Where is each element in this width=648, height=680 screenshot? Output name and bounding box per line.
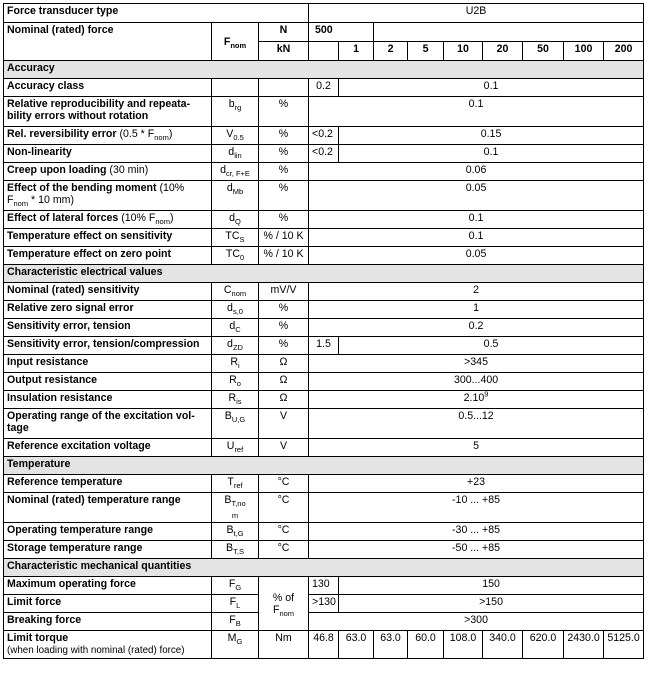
- row-label: Nominal (rated) sensitivity: [4, 283, 212, 301]
- row-label: Non-linearity: [4, 145, 212, 163]
- row-symbol: $U_{ref}$: [212, 439, 259, 457]
- row-label: Creep upon loading (30 min): [4, 163, 212, 181]
- row-unit: %: [259, 127, 309, 145]
- row-symbol: $d_{cr, F+E}$: [212, 163, 259, 181]
- table-row: [4, 211, 644, 229]
- cell-value: <0.2: [309, 127, 339, 145]
- row-label: Temperature effect on zero point: [4, 247, 212, 265]
- table-row: [4, 247, 644, 265]
- row-unit: V: [259, 409, 309, 439]
- cell-value: 1: [309, 301, 644, 319]
- row-unit: V: [259, 439, 309, 457]
- table-row: [4, 613, 644, 631]
- row-label: Output resistance: [4, 373, 212, 391]
- row-label: Relative zero signal error: [4, 301, 212, 319]
- row-symbol: $F_G$: [212, 577, 259, 595]
- row-label: Nominal (rated) temperature range: [4, 493, 212, 523]
- row-symbol: $B_{U,G}$: [212, 409, 259, 439]
- row-label: Reference excitation voltage: [4, 439, 212, 457]
- row-symbol: $TC_0$: [212, 247, 259, 265]
- section-header: [4, 559, 644, 577]
- cell-value: 0.1: [309, 229, 644, 247]
- cell-value: 63.0: [374, 631, 408, 659]
- row-symbol: $R_i$: [212, 355, 259, 373]
- row-symbol: $F_L$: [212, 595, 259, 613]
- cell-value: <0.2: [309, 145, 339, 163]
- cell-value: 5: [309, 439, 644, 457]
- type-label: Force transducer type: [4, 4, 309, 23]
- row-unit: % / 10 K: [259, 229, 309, 247]
- row-symbol: $d_{ZD}$: [212, 337, 259, 355]
- section-mechanical: Characteristic mechanical quantities: [4, 559, 644, 577]
- section-header: [4, 61, 644, 79]
- cell-value: 0.15: [339, 127, 644, 145]
- table-row: [4, 4, 644, 23]
- cell-value: -30 ... +85: [309, 523, 644, 541]
- row-unit: °C: [259, 523, 309, 541]
- cell-value: 5125.0: [604, 631, 644, 659]
- section-temperature: Temperature: [4, 457, 644, 475]
- row-unit: % of $F_{nom}$: [259, 577, 309, 631]
- row-unit: Ω: [259, 355, 309, 373]
- table-row: [4, 577, 644, 595]
- row-symbol: $C_{nom}$: [212, 283, 259, 301]
- section-header: [4, 265, 644, 283]
- row-unit: °C: [259, 541, 309, 559]
- row-unit: %: [259, 211, 309, 229]
- row-unit: Ω: [259, 391, 309, 409]
- row-label: Temperature effect on sensitivity: [4, 229, 212, 247]
- table-row: [4, 409, 644, 439]
- row-symbol: $F_B$: [212, 613, 259, 631]
- fnom-symbol: $F_{nom}$: [212, 23, 259, 61]
- row-symbol: $R_{is}$: [212, 391, 259, 409]
- row-unit: % / 10 K: [259, 247, 309, 265]
- table-row: [4, 373, 644, 391]
- row-symbol: $R_o$: [212, 373, 259, 391]
- table-row: [4, 23, 644, 42]
- row-label: Limit force: [4, 595, 212, 613]
- table-row: [4, 79, 644, 97]
- row-unit: Ω: [259, 373, 309, 391]
- value-kn: 1: [339, 42, 374, 61]
- row-unit: %: [259, 181, 309, 211]
- cell-value: 300...400: [309, 373, 644, 391]
- row-symbol: $V_{0.5}$: [212, 127, 259, 145]
- row-label: Breaking force: [4, 613, 212, 631]
- force-label: Nominal (rated) force: [4, 23, 212, 61]
- cell-value: 2.10$^9$: [309, 391, 644, 409]
- table-row: [4, 127, 644, 145]
- section-electrical: Characteristic electrical values: [4, 265, 644, 283]
- row-label: Effect of the bending moment (10% $F_{nom} * 10$ mm): [4, 181, 212, 211]
- row-unit: %: [259, 97, 309, 127]
- row-label: Rel. reversibility error $(0.5 * F_{nom})$: [4, 127, 212, 145]
- cell-value: 0.5: [339, 337, 644, 355]
- row-unit: %: [259, 337, 309, 355]
- unit-n: N: [259, 23, 309, 42]
- cell-value: 150: [339, 577, 644, 595]
- row-symbol: $TC_S$: [212, 229, 259, 247]
- row-unit: Nm: [259, 631, 309, 659]
- cell-value: 0.1: [309, 97, 644, 127]
- table-row: [4, 541, 644, 559]
- cell-value: 620.0: [523, 631, 564, 659]
- cell-value: >150: [339, 595, 644, 613]
- table-row: [4, 493, 644, 523]
- value-kn: 5: [408, 42, 444, 61]
- row-unit: %: [259, 301, 309, 319]
- cell-value: >345: [309, 355, 644, 373]
- cell-value: 0.06: [309, 163, 644, 181]
- row-label: Maximum operating force: [4, 577, 212, 595]
- cell-value: 1.5: [309, 337, 339, 355]
- row-symbol: $B_{t,G}$: [212, 523, 259, 541]
- spec-table: [3, 3, 644, 659]
- cell-value: 2: [309, 283, 644, 301]
- row-label: Input resistance: [4, 355, 212, 373]
- row-symbol: $d_{s,0}$: [212, 301, 259, 319]
- row-label: Reference temperature: [4, 475, 212, 493]
- row-symbol: $B_{T,no}$ $_m$: [212, 493, 259, 523]
- table-row: [4, 229, 644, 247]
- table-row: [4, 337, 644, 355]
- row-unit: °C: [259, 493, 309, 523]
- row-label: Sensitivity error, tension/compression: [4, 337, 212, 355]
- value-kn: 100: [564, 42, 604, 61]
- row-label: Storage temperature range: [4, 541, 212, 559]
- cell-value: 60.0: [408, 631, 444, 659]
- table-row: [4, 283, 644, 301]
- cell-value: 63.0: [339, 631, 374, 659]
- value-kn: 10: [444, 42, 483, 61]
- table-row: [4, 631, 644, 659]
- row-label: Limit torque (when loading with nominal (rated) force): [4, 631, 212, 659]
- row-label: Operating range of the excitation vol- tage: [4, 409, 212, 439]
- cell-value: >300: [309, 613, 644, 631]
- cell-value: 2430.0: [564, 631, 604, 659]
- table-row: [4, 301, 644, 319]
- table-row: [4, 475, 644, 493]
- table-row: [4, 391, 644, 409]
- section-accuracy: Accuracy: [4, 61, 644, 79]
- row-symbol: $d_{Mb}$: [212, 181, 259, 211]
- value-500n: 500: [309, 23, 374, 42]
- value-kn: 2: [374, 42, 408, 61]
- cell-value: 0.1: [339, 145, 644, 163]
- value-kn: 20: [483, 42, 523, 61]
- table-row: [4, 319, 644, 337]
- row-label: Effect of lateral forces (10% $F_{nom}$): [4, 211, 212, 229]
- row-symbol: $d_{lin}$: [212, 145, 259, 163]
- table-row: [4, 97, 644, 127]
- section-header: [4, 457, 644, 475]
- table-row: [4, 595, 644, 613]
- cell-value: 0.1: [339, 79, 644, 97]
- row-symbol: $d_Q$: [212, 211, 259, 229]
- accuracy-class-label: Accuracy class: [4, 79, 212, 97]
- table-row: [4, 523, 644, 541]
- value-kn: 50: [523, 42, 564, 61]
- cell-value: 0.1: [309, 211, 644, 229]
- cell-value: >130: [309, 595, 339, 613]
- cell-value: 130: [309, 577, 339, 595]
- cell-value: 108.0: [444, 631, 483, 659]
- cell-value: -50 ... +85: [309, 541, 644, 559]
- row-label: Relative reproducibility and repeata- bility errors without rotation: [4, 97, 212, 127]
- row-unit: °C: [259, 475, 309, 493]
- cell-value: 0.2: [309, 319, 644, 337]
- cell-value: 46.8: [309, 631, 339, 659]
- row-label: Sensitivity error, tension: [4, 319, 212, 337]
- row-unit: %: [259, 145, 309, 163]
- row-symbol: $b_{rg}$: [212, 97, 259, 127]
- row-symbol: $T_{ref}$: [212, 475, 259, 493]
- row-label: Operating temperature range: [4, 523, 212, 541]
- cell-value: 0.05: [309, 181, 644, 211]
- cell-value: +23: [309, 475, 644, 493]
- table-row: [4, 163, 644, 181]
- type-value: U2B: [309, 4, 644, 23]
- row-unit: %: [259, 319, 309, 337]
- row-symbol: $B_{T,S}$: [212, 541, 259, 559]
- cell-value: 340.0: [483, 631, 523, 659]
- row-label: Insulation resistance: [4, 391, 212, 409]
- row-symbol: $d_C$: [212, 319, 259, 337]
- table-row: [4, 145, 644, 163]
- cell-value: 0.2: [309, 79, 339, 97]
- value-kn: 200: [604, 42, 644, 61]
- cell-value: 0.5...12: [309, 409, 644, 439]
- row-symbol: $M_G$: [212, 631, 259, 659]
- table-row: [4, 439, 644, 457]
- cell-value: -10 ... +85: [309, 493, 644, 523]
- table-row: [4, 181, 644, 211]
- row-unit: mV/V: [259, 283, 309, 301]
- unit-kn: kN: [259, 42, 309, 61]
- cell-value: 0.05: [309, 247, 644, 265]
- row-unit: %: [259, 163, 309, 181]
- table-row: [4, 355, 644, 373]
